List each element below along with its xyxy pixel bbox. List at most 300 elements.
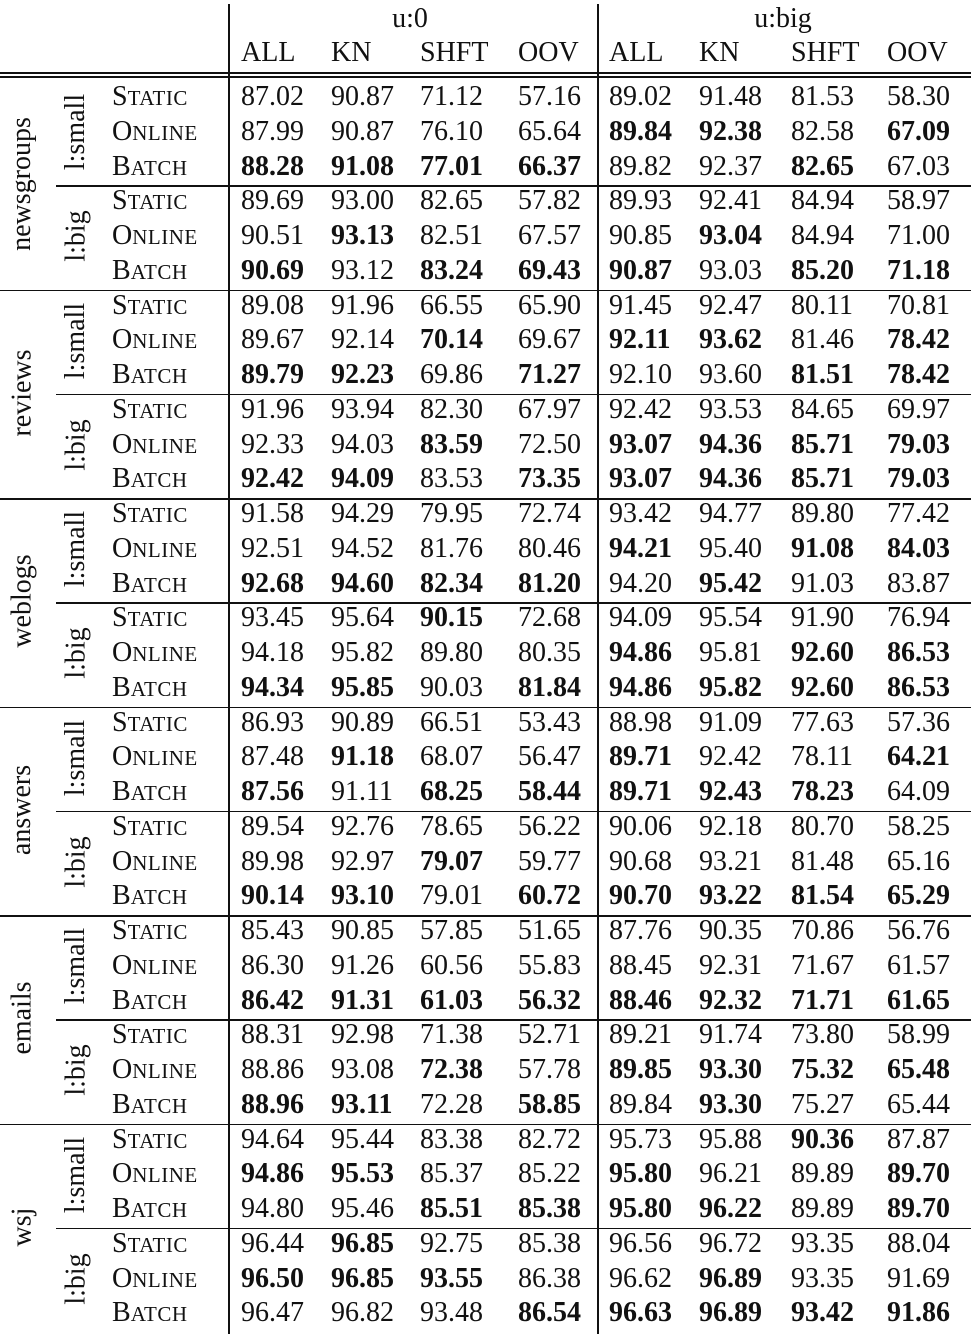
value-cell: 58.85	[518, 1088, 581, 1120]
value-cell: 90.69	[241, 254, 304, 286]
value-cell: 79.95	[420, 498, 483, 529]
method-rest: ATCH	[130, 1093, 188, 1118]
value-cell: 89.82	[609, 150, 672, 182]
value-cell: 56.76	[887, 915, 950, 946]
setting-label: l:big	[60, 836, 92, 888]
value-cell: 96.82	[331, 1297, 394, 1329]
value-cell: 89.70	[887, 1193, 950, 1224]
value-cell: 93.53	[699, 393, 762, 425]
method-rest: TATIC	[127, 920, 188, 944]
value-cell: 78.23	[791, 776, 854, 807]
value-cell: 94.77	[699, 498, 762, 529]
method-rest: NLINE	[132, 746, 198, 771]
value-cell: 87.87	[887, 1123, 950, 1155]
value-cell: 80.70	[791, 810, 854, 842]
method-rest: ATCH	[130, 781, 188, 805]
value-cell: 92.60	[791, 671, 854, 703]
value-cell: 80.11	[791, 289, 853, 321]
value-cell: 92.14	[331, 324, 394, 356]
value-cell: 96.21	[699, 1158, 762, 1190]
domain-label: newsgroups	[5, 117, 37, 252]
method-label	[112, 845, 198, 879]
value-cell: 89.89	[791, 1158, 854, 1190]
value-cell: 73.35	[518, 463, 581, 495]
method-rest: ATCH	[130, 989, 188, 1014]
method-initial: O	[112, 1158, 133, 1190]
value-cell: 82.30	[420, 393, 483, 425]
value-cell: 76.94	[887, 602, 950, 634]
value-cell: 94.52	[331, 532, 394, 564]
value-cell: 58.25	[887, 810, 950, 842]
value-cell: 91.09	[699, 706, 762, 738]
method-label	[112, 636, 198, 670]
method-label	[112, 567, 188, 601]
setting-label: l:big	[60, 210, 92, 263]
value-cell: 92.32	[699, 984, 762, 1016]
value-cell: 64.09	[887, 776, 950, 807]
method-rest: TATIC	[127, 607, 188, 632]
value-cell: 92.76	[331, 810, 394, 842]
value-cell: 57.36	[887, 706, 950, 738]
method-rest: ATCH	[130, 259, 188, 284]
method-label	[112, 1157, 198, 1191]
value-cell: 96.85	[331, 1227, 394, 1259]
value-cell: 85.71	[791, 463, 854, 495]
value-cell: 93.03	[699, 254, 762, 286]
value-cell: 91.58	[241, 498, 304, 529]
value-cell: 83.53	[420, 463, 483, 495]
method-label	[112, 1296, 188, 1330]
method-rest: NLINE	[132, 433, 198, 458]
value-cell: 92.42	[699, 741, 762, 773]
method-label	[112, 393, 188, 427]
value-cell: 91.08	[791, 532, 854, 564]
value-cell: 93.45	[241, 602, 304, 634]
header-rule-top	[0, 72, 971, 74]
value-cell: 90.36	[791, 1123, 854, 1155]
value-cell: 92.47	[699, 289, 762, 321]
method-label	[112, 150, 188, 184]
setting-label: l:small	[60, 94, 92, 171]
method-label	[112, 706, 188, 740]
method-rest: TATIC	[127, 503, 188, 527]
method-initial: B	[112, 1088, 131, 1120]
value-cell: 87.99	[241, 115, 304, 147]
value-cell: 82.72	[518, 1123, 581, 1155]
header-column-2: SHFT	[420, 37, 489, 68]
value-cell: 94.18	[241, 637, 304, 668]
value-cell: 56.22	[518, 810, 581, 842]
header-column-1: KN	[331, 37, 372, 68]
value-cell: 71.38	[420, 1019, 483, 1051]
value-cell: 92.10	[609, 359, 672, 390]
method-label	[112, 254, 188, 288]
value-cell: 79.03	[887, 463, 950, 495]
value-cell: 95.88	[699, 1123, 762, 1155]
value-cell: 85.37	[420, 1158, 483, 1190]
method-rest: TATIC	[127, 711, 188, 736]
method-label	[112, 984, 188, 1018]
method-initial: O	[112, 428, 133, 460]
value-cell: 92.97	[331, 845, 394, 877]
method-initial: O	[112, 1262, 133, 1294]
value-cell: 89.54	[241, 810, 304, 842]
method-label	[112, 115, 198, 149]
value-cell: 51.65	[518, 915, 581, 946]
value-cell: 93.00	[331, 185, 394, 217]
value-cell: 94.09	[331, 463, 394, 495]
value-cell: 95.81	[699, 637, 762, 668]
value-cell: 82.65	[791, 150, 854, 182]
value-cell: 78.42	[887, 324, 950, 356]
method-label	[112, 914, 188, 948]
method-rest: NLINE	[132, 120, 198, 145]
value-cell: 92.11	[609, 324, 671, 356]
value-cell: 89.84	[609, 1088, 672, 1120]
value-cell: 70.86	[791, 915, 854, 946]
value-cell: 90.87	[331, 115, 394, 147]
value-cell: 72.38	[420, 1054, 483, 1085]
value-cell: 58.99	[887, 1019, 950, 1051]
value-cell: 55.83	[518, 949, 581, 981]
value-cell: 65.16	[887, 845, 950, 877]
value-cell: 81.51	[791, 359, 854, 390]
method-rest: NLINE	[132, 225, 198, 249]
value-cell: 85.43	[241, 915, 304, 946]
value-cell: 69.86	[420, 359, 483, 390]
value-cell: 93.22	[699, 880, 762, 912]
value-cell: 94.34	[241, 671, 304, 703]
value-cell: 95.82	[331, 637, 394, 668]
value-cell: 95.73	[609, 1123, 672, 1155]
value-cell: 94.20	[609, 567, 672, 599]
value-cell: 91.18	[331, 741, 394, 773]
method-label	[112, 497, 188, 531]
setting-label: l:big	[60, 1253, 92, 1305]
value-cell: 83.38	[420, 1123, 483, 1155]
value-cell: 91.90	[791, 602, 854, 634]
value-cell: 93.04	[699, 220, 762, 251]
value-cell: 90.06	[609, 810, 672, 842]
value-cell: 56.32	[518, 984, 581, 1016]
value-cell: 78.65	[420, 810, 483, 842]
value-cell: 72.68	[518, 602, 581, 634]
value-cell: 91.08	[331, 150, 394, 182]
value-cell: 92.51	[241, 532, 304, 564]
value-cell: 58.97	[887, 185, 950, 217]
value-cell: 87.56	[241, 776, 304, 807]
setting-label: l:small	[60, 719, 92, 796]
value-cell: 92.98	[331, 1019, 394, 1051]
value-cell: 90.87	[609, 254, 672, 286]
value-cell: 89.93	[609, 185, 672, 217]
value-cell: 89.21	[609, 1019, 672, 1051]
value-cell: 57.82	[518, 185, 581, 217]
method-rest: ATCH	[130, 676, 188, 701]
method-initial: O	[112, 220, 133, 251]
method-label	[112, 775, 188, 809]
value-cell: 89.98	[241, 845, 304, 877]
value-cell: 93.30	[699, 1088, 762, 1120]
value-cell: 93.30	[699, 1054, 762, 1085]
value-cell: 81.54	[791, 880, 854, 912]
method-initial: S	[112, 1123, 128, 1155]
method-initial: O	[112, 637, 133, 668]
method-rest: NLINE	[132, 537, 198, 562]
value-cell: 82.51	[420, 220, 483, 251]
value-cell: 94.86	[609, 671, 672, 703]
value-cell: 95.80	[609, 1158, 672, 1190]
value-cell: 91.69	[887, 1262, 950, 1294]
method-rest: ATCH	[130, 468, 188, 493]
method-initial: B	[112, 150, 131, 182]
value-cell: 57.16	[518, 81, 581, 112]
value-cell: 61.65	[887, 984, 950, 1016]
method-initial: S	[112, 706, 128, 738]
value-cell: 92.75	[420, 1227, 483, 1259]
method-label	[112, 80, 188, 114]
value-cell: 91.31	[331, 984, 394, 1016]
method-label	[112, 949, 198, 983]
method-initial: S	[112, 498, 128, 529]
value-cell: 65.90	[518, 289, 581, 321]
value-cell: 92.60	[791, 637, 854, 668]
method-label	[112, 323, 198, 357]
value-cell: 92.37	[699, 150, 762, 182]
domain-label: emails	[6, 981, 38, 1055]
value-cell: 92.42	[609, 393, 672, 425]
method-label	[112, 428, 198, 462]
value-cell: 70.81	[887, 289, 950, 321]
method-rest: TATIC	[127, 294, 188, 319]
value-cell: 71.00	[887, 220, 950, 251]
method-initial: B	[112, 984, 131, 1016]
value-cell: 85.51	[420, 1193, 483, 1224]
value-cell: 94.80	[241, 1193, 304, 1224]
value-cell: 93.62	[699, 324, 762, 356]
value-cell: 79.03	[887, 428, 950, 460]
method-initial: B	[112, 1193, 131, 1224]
column-divider-1	[597, 4, 599, 1334]
method-label	[112, 1018, 188, 1052]
value-cell: 89.69	[241, 185, 304, 217]
value-cell: 93.42	[609, 498, 672, 529]
header-column-3: OOV	[518, 37, 579, 68]
value-cell: 89.89	[791, 1193, 854, 1224]
value-cell: 90.15	[420, 602, 483, 634]
setting-label: l:small	[60, 928, 92, 1005]
value-cell: 65.29	[887, 880, 950, 912]
value-cell: 84.03	[887, 532, 950, 564]
value-cell: 72.74	[518, 498, 581, 529]
method-initial: S	[112, 810, 128, 842]
value-cell: 90.85	[331, 915, 394, 946]
value-cell: 81.76	[420, 532, 483, 564]
value-cell: 75.32	[791, 1054, 854, 1085]
method-rest: NLINE	[132, 1267, 198, 1292]
method-initial: B	[112, 463, 131, 495]
domain-label: wsj	[5, 1207, 37, 1247]
value-cell: 94.60	[331, 567, 394, 599]
value-cell: 88.45	[609, 949, 672, 981]
value-cell: 85.20	[791, 254, 854, 286]
method-initial: B	[112, 671, 131, 703]
value-cell: 83.87	[887, 567, 950, 599]
method-rest: TATIC	[127, 86, 188, 110]
setting-label: l:big	[60, 419, 92, 471]
value-cell: 73.80	[791, 1019, 854, 1051]
value-cell: 91.03	[791, 567, 854, 599]
value-cell: 95.54	[699, 602, 762, 634]
value-cell: 71.27	[518, 359, 581, 390]
method-label	[112, 601, 188, 635]
value-cell: 82.58	[791, 115, 854, 147]
value-cell: 96.22	[699, 1193, 762, 1224]
method-initial: B	[112, 1297, 131, 1329]
method-rest: ATCH	[130, 155, 188, 180]
method-initial: O	[112, 324, 133, 356]
value-cell: 96.72	[699, 1227, 762, 1259]
setting-label: l:big	[60, 627, 92, 680]
value-cell: 94.03	[331, 428, 394, 460]
method-initial: O	[112, 1054, 133, 1085]
method-label	[112, 532, 198, 566]
value-cell: 94.64	[241, 1123, 304, 1155]
method-rest: NLINE	[132, 642, 198, 666]
value-cell: 94.29	[331, 498, 394, 529]
value-cell: 57.78	[518, 1054, 581, 1085]
value-cell: 66.55	[420, 289, 483, 321]
value-cell: 89.79	[241, 359, 304, 390]
method-initial: S	[112, 602, 128, 634]
value-cell: 88.98	[609, 706, 672, 738]
value-cell: 76.10	[420, 115, 483, 147]
value-cell: 79.07	[420, 845, 483, 877]
value-cell: 91.74	[699, 1019, 762, 1051]
method-label	[112, 740, 198, 774]
method-initial: O	[112, 115, 133, 147]
value-cell: 80.35	[518, 637, 581, 668]
header-column-7: OOV	[887, 37, 948, 68]
value-cell: 92.68	[241, 567, 304, 599]
method-label	[112, 1192, 188, 1226]
method-initial: S	[112, 915, 128, 946]
method-label	[112, 462, 188, 496]
value-cell: 95.53	[331, 1158, 394, 1190]
method-rest: NLINE	[132, 1163, 198, 1188]
value-cell: 90.87	[331, 81, 394, 112]
value-cell: 85.71	[791, 428, 854, 460]
method-initial: B	[112, 567, 131, 599]
value-cell: 83.59	[420, 428, 483, 460]
method-rest: ATCH	[130, 1198, 188, 1222]
value-cell: 67.03	[887, 150, 950, 182]
method-label	[112, 1227, 188, 1261]
method-rest: NLINE	[132, 954, 198, 979]
method-rest: TATIC	[127, 190, 188, 215]
value-cell: 84.65	[791, 393, 854, 425]
value-cell: 94.36	[699, 463, 762, 495]
value-cell: 84.94	[791, 220, 854, 251]
header-column-0: ALL	[241, 37, 296, 68]
value-cell: 90.85	[609, 220, 672, 251]
value-cell: 87.76	[609, 915, 672, 946]
value-cell: 78.11	[791, 741, 853, 773]
value-cell: 81.46	[791, 324, 854, 356]
value-cell: 77.01	[420, 150, 483, 182]
value-cell: 96.89	[699, 1262, 762, 1294]
value-cell: 91.11	[331, 776, 393, 807]
method-label	[112, 879, 188, 913]
value-cell: 93.35	[791, 1227, 854, 1259]
value-cell: 65.48	[887, 1054, 950, 1085]
value-cell: 95.64	[331, 602, 394, 634]
method-rest: TATIC	[127, 1024, 188, 1049]
value-cell: 91.96	[241, 393, 304, 425]
value-cell: 77.42	[887, 498, 950, 529]
header-group-1: u:big	[754, 3, 812, 34]
method-label	[112, 184, 188, 218]
method-rest: NLINE	[132, 1059, 198, 1083]
value-cell: 90.51	[241, 220, 304, 251]
value-cell: 93.12	[331, 254, 394, 286]
value-cell: 52.71	[518, 1019, 581, 1051]
value-cell: 91.26	[331, 949, 394, 981]
value-cell: 66.37	[518, 150, 581, 182]
value-cell: 89.80	[791, 498, 854, 529]
value-cell: 85.38	[518, 1193, 581, 1224]
value-cell: 59.77	[518, 845, 581, 877]
value-cell: 72.50	[518, 428, 581, 460]
header-rule-bottom	[0, 76, 971, 78]
method-label	[112, 289, 188, 323]
value-cell: 90.89	[331, 706, 394, 738]
value-cell: 95.80	[609, 1193, 672, 1224]
column-divider-0	[228, 4, 230, 1334]
value-cell: 91.86	[887, 1297, 950, 1329]
value-cell: 96.56	[609, 1227, 672, 1259]
value-cell: 81.20	[518, 567, 581, 599]
method-rest: TATIC	[127, 1232, 188, 1257]
setting-label: l:small	[60, 511, 92, 588]
method-label	[112, 671, 188, 705]
value-cell: 67.57	[518, 220, 581, 251]
value-cell: 83.24	[420, 254, 483, 286]
value-cell: 89.08	[241, 289, 304, 321]
value-cell: 94.36	[699, 428, 762, 460]
value-cell: 60.72	[518, 880, 581, 912]
header-group-0: u:0	[392, 3, 428, 34]
value-cell: 95.46	[331, 1193, 394, 1224]
value-cell: 89.85	[609, 1054, 672, 1085]
value-cell: 93.08	[331, 1054, 394, 1085]
value-cell: 89.84	[609, 115, 672, 147]
method-initial: S	[112, 1227, 128, 1259]
method-rest: ATCH	[130, 1302, 188, 1327]
value-cell: 80.46	[518, 532, 581, 564]
method-initial: O	[112, 532, 133, 564]
value-cell: 96.50	[241, 1262, 304, 1294]
value-cell: 93.42	[791, 1297, 854, 1329]
method-initial: S	[112, 185, 128, 217]
value-cell: 94.86	[241, 1158, 304, 1190]
value-cell: 92.38	[699, 115, 762, 147]
value-cell: 94.09	[609, 602, 672, 634]
setting-label: l:small	[60, 302, 92, 379]
value-cell: 61.57	[887, 949, 950, 981]
value-cell: 93.94	[331, 393, 394, 425]
method-label	[112, 1123, 188, 1157]
